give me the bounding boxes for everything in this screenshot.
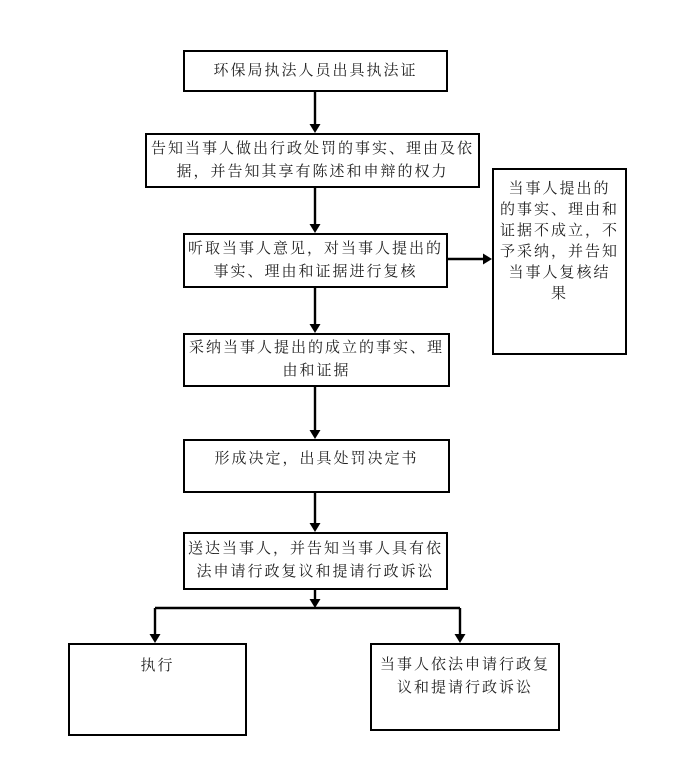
box-text-line: 执行 [140, 658, 175, 674]
box-text-line: 当事人依法申请行政复 [379, 657, 550, 673]
arrow-step6-branch [310, 590, 321, 608]
box-text-line: 当事人复核结 [508, 265, 611, 281]
arrow-branch-execute [150, 608, 161, 643]
arrow-step5-step6 [310, 493, 321, 532]
box-text-line: 据，并告知其享有陈述和申辩的权力 [176, 163, 449, 180]
flow-box-inform-party [145, 133, 480, 188]
box-text-line: 果 [550, 286, 568, 302]
box-text-line: 告知当事人做出行政处罚的事实、理由及依 [150, 140, 474, 157]
arrow-step2-step3 [310, 188, 321, 233]
box-text-line: 事实、理由和证据进行复核 [213, 263, 418, 280]
arrow-step1-step2 [310, 92, 321, 133]
box-text-line: 由和证据 [282, 363, 351, 379]
box-text-line: 予采纳，并告知 [499, 244, 619, 260]
box-text-line: 采纳当事人提出的成立的事实、理 [188, 340, 444, 356]
box-text-line: 议和提请行政诉讼 [396, 680, 533, 696]
box-text-line: 环保局执法人员出具执法证 [213, 62, 418, 79]
box-text-line: 证据不成立，不 [499, 223, 619, 239]
flow-box-review-result [492, 168, 627, 355]
box-text-line: 听取当事人意见，对当事人提出的 [187, 240, 443, 257]
flow-box-appeal [370, 643, 560, 731]
box-text-line: 当事人提出的 [508, 181, 611, 197]
arrow-step3-review [448, 254, 492, 265]
flow-box-execute [68, 643, 247, 736]
flow-box-hear-opinion [183, 233, 448, 288]
arrow-branch-appeal [455, 608, 466, 643]
box-text-line: 法申请行政复议和提请行政诉讼 [196, 564, 435, 580]
box-text-line: 的事实、理由和 [499, 202, 619, 218]
box-text-line: 形成决定，出具处罚决定书 [214, 451, 419, 467]
arrow-step3-step4 [310, 288, 321, 333]
flow-box-issue-certificate [183, 50, 448, 92]
flow-box-form-decision [183, 439, 450, 493]
arrow-step4-step5 [310, 387, 321, 439]
flow-box-adopt-valid-facts [183, 333, 450, 387]
flow-box-serve-party [183, 532, 448, 590]
box-text-line: 送达当事人，并告知当事人具有依 [187, 541, 443, 557]
